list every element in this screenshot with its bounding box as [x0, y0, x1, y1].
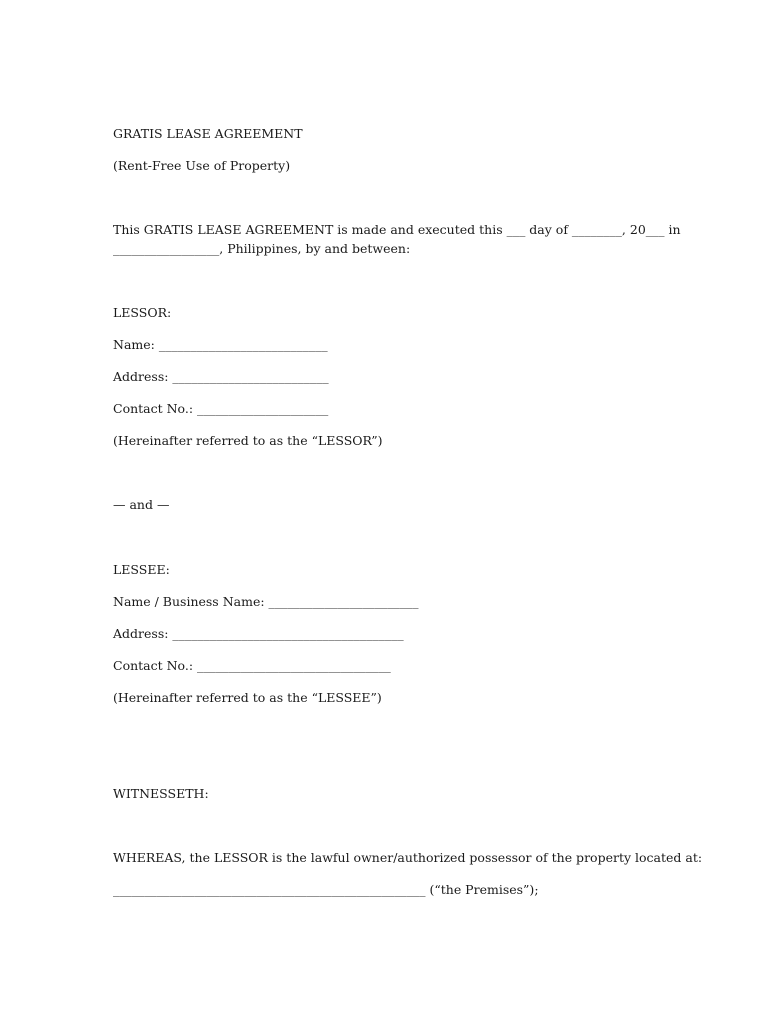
- lessor-referred-note: (Hereinafter referred to as the “LESSOR”): [113, 433, 383, 448]
- lessee-referred-note: (Hereinafter referred to as the “LESSEE”): [113, 690, 382, 705]
- witnesseth-heading: WITNESSETH:: [113, 786, 209, 801]
- lessor-address-field: Address: _________________________: [113, 369, 329, 384]
- party-separator: — and —: [113, 497, 170, 512]
- lessor-contact-field: Contact No.: _____________________: [113, 401, 329, 416]
- lessor-name-field: Name: ___________________________: [113, 337, 328, 352]
- document-title: GRATIS LEASE AGREEMENT: [113, 126, 303, 141]
- lessee-heading: LESSEE:: [113, 562, 170, 577]
- document-subtitle: (Rent-Free Use of Property): [113, 158, 291, 173]
- lessee-contact-field: Contact No.: _______________________________: [113, 658, 391, 673]
- whereas-clause-line-1: WHEREAS, the LESSOR is the lawful owner/authorized possessor of the property located at:: [113, 850, 703, 865]
- intro-paragraph-line-1: This GRATIS LEASE AGREEMENT is made and executed this ___ day of ________, 20___ in: [113, 222, 681, 237]
- whereas-clause-line-2: __________________________________________________ (“the Premises”);: [113, 882, 539, 897]
- lessee-address-field: Address: _____________________________________: [113, 626, 404, 641]
- intro-paragraph-line-2: _________________, Philippines, by and between:: [113, 241, 411, 256]
- lessor-heading: LESSOR:: [113, 305, 172, 320]
- lessee-name-field: Name / Business Name: ________________________: [113, 594, 419, 609]
